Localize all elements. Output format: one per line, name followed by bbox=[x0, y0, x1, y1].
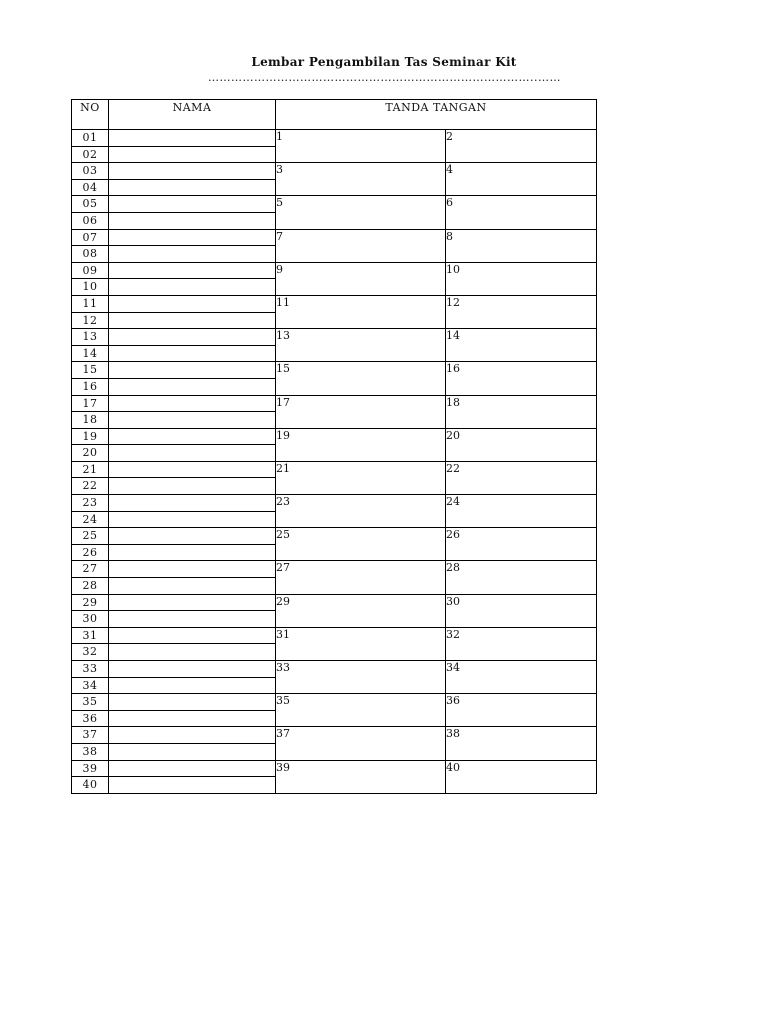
name-field[interactable] bbox=[109, 130, 276, 147]
name-field[interactable] bbox=[109, 627, 276, 644]
row-number: 37 bbox=[72, 727, 109, 744]
signature-box[interactable]: 32 bbox=[446, 627, 597, 660]
table-row bbox=[72, 395, 597, 412]
title-dotted-line: …………………………………………………………………………..…… bbox=[208, 71, 561, 84]
row-number: 01 bbox=[72, 130, 109, 147]
name-field[interactable] bbox=[109, 611, 276, 628]
signature-box[interactable]: 37 bbox=[276, 727, 446, 760]
row-number: 09 bbox=[72, 262, 109, 279]
signature-box[interactable]: 31 bbox=[276, 627, 446, 660]
signature-box[interactable]: 26 bbox=[446, 528, 597, 561]
name-field[interactable] bbox=[109, 694, 276, 711]
name-field[interactable] bbox=[109, 677, 276, 694]
table-row bbox=[72, 262, 597, 279]
row-number: 26 bbox=[72, 544, 109, 561]
name-field[interactable] bbox=[109, 395, 276, 412]
name-field[interactable] bbox=[109, 743, 276, 760]
signature-box[interactable]: 24 bbox=[446, 495, 597, 528]
row-number: 12 bbox=[72, 312, 109, 329]
name-field[interactable] bbox=[109, 312, 276, 329]
row-number: 17 bbox=[72, 395, 109, 412]
table-header-row bbox=[72, 100, 597, 130]
name-field[interactable] bbox=[109, 179, 276, 196]
row-number: 29 bbox=[72, 594, 109, 611]
row-number: 28 bbox=[72, 578, 109, 595]
signature-box[interactable]: 38 bbox=[446, 727, 597, 760]
table-row bbox=[72, 694, 597, 711]
signature-box[interactable]: 2 bbox=[446, 130, 597, 163]
header-tanda-tangan: TANDA TANGAN bbox=[276, 100, 597, 130]
signature-box[interactable]: 36 bbox=[446, 694, 597, 727]
row-number: 40 bbox=[72, 777, 109, 794]
row-number: 05 bbox=[72, 196, 109, 213]
name-field[interactable] bbox=[109, 412, 276, 429]
name-field[interactable] bbox=[109, 262, 276, 279]
document-title: Lembar Pengambilan Tas Seminar Kit bbox=[251, 55, 517, 69]
name-field[interactable] bbox=[109, 362, 276, 379]
signature-box[interactable]: 11 bbox=[276, 295, 446, 328]
row-number: 20 bbox=[72, 445, 109, 462]
signature-box[interactable]: 13 bbox=[276, 329, 446, 362]
name-field[interactable] bbox=[109, 378, 276, 395]
signature-box[interactable]: 33 bbox=[276, 661, 446, 694]
table-row bbox=[72, 295, 597, 312]
name-field[interactable] bbox=[109, 428, 276, 445]
header-no: NO bbox=[72, 100, 109, 130]
signature-box[interactable]: 30 bbox=[446, 594, 597, 627]
name-field[interactable] bbox=[109, 578, 276, 595]
row-number: 04 bbox=[72, 179, 109, 196]
table-row bbox=[72, 495, 597, 512]
table-row bbox=[72, 329, 597, 346]
signature-box[interactable]: 21 bbox=[276, 461, 446, 494]
row-number: 22 bbox=[72, 478, 109, 495]
signature-box[interactable]: 5 bbox=[276, 196, 446, 229]
signature-box[interactable]: 22 bbox=[446, 461, 597, 494]
signature-box[interactable]: 14 bbox=[446, 329, 597, 362]
table-row bbox=[72, 627, 597, 644]
name-field[interactable] bbox=[109, 528, 276, 545]
signature-box[interactable]: 25 bbox=[276, 528, 446, 561]
table-row bbox=[72, 163, 597, 180]
name-field[interactable] bbox=[109, 511, 276, 528]
row-number: 10 bbox=[72, 279, 109, 296]
name-field[interactable] bbox=[109, 644, 276, 661]
name-field[interactable] bbox=[109, 594, 276, 611]
signature-box[interactable]: 10 bbox=[446, 262, 597, 295]
row-number: 13 bbox=[72, 329, 109, 346]
name-field[interactable] bbox=[109, 246, 276, 263]
table-row bbox=[72, 727, 597, 744]
name-field[interactable] bbox=[109, 212, 276, 229]
name-field[interactable] bbox=[109, 561, 276, 578]
signature-box[interactable]: 29 bbox=[276, 594, 446, 627]
table-body bbox=[72, 130, 597, 794]
name-field[interactable] bbox=[109, 279, 276, 296]
row-number: 03 bbox=[72, 163, 109, 180]
table-row bbox=[72, 594, 597, 611]
signature-box[interactable]: 34 bbox=[446, 661, 597, 694]
row-number: 11 bbox=[72, 295, 109, 312]
signature-box[interactable]: 18 bbox=[446, 395, 597, 428]
row-number: 24 bbox=[72, 511, 109, 528]
table-row bbox=[72, 229, 597, 246]
signature-box[interactable]: 3 bbox=[276, 163, 446, 196]
row-number: 39 bbox=[72, 760, 109, 777]
pickup-table bbox=[71, 99, 597, 794]
name-field[interactable] bbox=[109, 544, 276, 561]
signature-box[interactable]: 17 bbox=[276, 395, 446, 428]
row-number: 02 bbox=[72, 146, 109, 163]
row-number: 21 bbox=[72, 461, 109, 478]
table-row bbox=[72, 130, 597, 147]
signature-box[interactable]: 35 bbox=[276, 694, 446, 727]
row-number: 25 bbox=[72, 528, 109, 545]
row-number: 23 bbox=[72, 495, 109, 512]
signature-box[interactable]: 19 bbox=[276, 428, 446, 461]
name-field[interactable] bbox=[109, 196, 276, 213]
signature-box[interactable]: 28 bbox=[446, 561, 597, 594]
table-row bbox=[72, 760, 597, 777]
name-field[interactable] bbox=[109, 495, 276, 512]
name-field[interactable] bbox=[109, 345, 276, 362]
row-number: 16 bbox=[72, 378, 109, 395]
row-number: 15 bbox=[72, 362, 109, 379]
header-nama: NAMA bbox=[109, 100, 276, 130]
name-field[interactable] bbox=[109, 146, 276, 163]
name-field[interactable] bbox=[109, 295, 276, 312]
row-number: 38 bbox=[72, 743, 109, 760]
name-field[interactable] bbox=[109, 229, 276, 246]
signature-box[interactable]: 39 bbox=[276, 760, 446, 793]
table-row bbox=[72, 428, 597, 445]
name-field[interactable] bbox=[109, 461, 276, 478]
row-number: 31 bbox=[72, 627, 109, 644]
name-field[interactable] bbox=[109, 329, 276, 346]
row-number: 08 bbox=[72, 246, 109, 263]
name-field[interactable] bbox=[109, 727, 276, 744]
signature-box[interactable]: 7 bbox=[276, 229, 446, 262]
table-row bbox=[72, 561, 597, 578]
signature-box[interactable]: 15 bbox=[276, 362, 446, 395]
signature-box[interactable]: 6 bbox=[446, 196, 597, 229]
name-field[interactable] bbox=[109, 445, 276, 462]
row-number: 32 bbox=[72, 644, 109, 661]
row-number: 18 bbox=[72, 412, 109, 429]
signature-box[interactable]: 12 bbox=[446, 295, 597, 328]
row-number: 34 bbox=[72, 677, 109, 694]
signature-box[interactable]: 20 bbox=[446, 428, 597, 461]
name-field[interactable] bbox=[109, 478, 276, 495]
row-number: 07 bbox=[72, 229, 109, 246]
row-number: 35 bbox=[72, 694, 109, 711]
table-row bbox=[72, 661, 597, 678]
name-field[interactable] bbox=[109, 710, 276, 727]
row-number: 06 bbox=[72, 212, 109, 229]
table-row bbox=[72, 362, 597, 379]
row-number: 27 bbox=[72, 561, 109, 578]
row-number: 33 bbox=[72, 661, 109, 678]
name-field[interactable] bbox=[109, 661, 276, 678]
signature-box[interactable]: 16 bbox=[446, 362, 597, 395]
signature-box[interactable]: 23 bbox=[276, 495, 446, 528]
signature-box[interactable]: 9 bbox=[276, 262, 446, 295]
table-row bbox=[72, 196, 597, 213]
name-field[interactable] bbox=[109, 777, 276, 794]
signature-box[interactable]: 8 bbox=[446, 229, 597, 262]
table-row bbox=[72, 461, 597, 478]
row-number: 30 bbox=[72, 611, 109, 628]
table-row bbox=[72, 528, 597, 545]
row-number: 14 bbox=[72, 345, 109, 362]
signature-box[interactable]: 27 bbox=[276, 561, 446, 594]
signature-box[interactable]: 40 bbox=[446, 760, 597, 793]
row-number: 36 bbox=[72, 710, 109, 727]
name-field[interactable] bbox=[109, 163, 276, 180]
signature-box[interactable]: 4 bbox=[446, 163, 597, 196]
name-field[interactable] bbox=[109, 760, 276, 777]
row-number: 19 bbox=[72, 428, 109, 445]
signature-box[interactable]: 1 bbox=[276, 130, 446, 163]
